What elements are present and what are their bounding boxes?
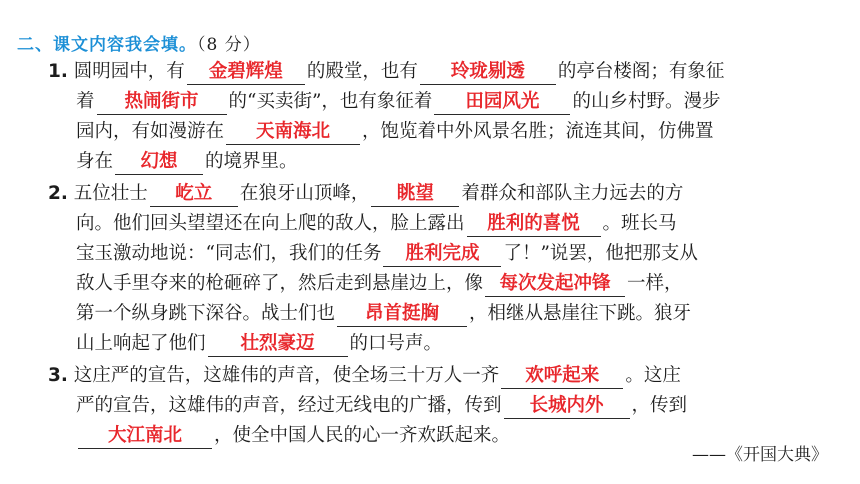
q1-text: 的境界里。	[205, 151, 298, 172]
q1-line-1	[48, 58, 724, 86]
q2-text: 的口号声。	[349, 333, 443, 354]
q2-text: 五位壮士	[73, 183, 148, 204]
q2-answer-blank[interactable]: 每次发起冲锋	[485, 272, 625, 297]
section-score: （8 分）	[197, 35, 261, 55]
q2-text: 在狼牙山顶峰，	[239, 183, 370, 204]
q2-line-4	[76, 270, 683, 298]
q2-text: 。班长马	[602, 213, 677, 234]
q2-text: 第一个纵身跳下深谷。战士们也	[76, 303, 336, 324]
q2-text: ，相继从悬崖往下跳。狼牙	[469, 303, 692, 324]
q3-text: ，传到	[631, 395, 688, 416]
q2-text: 着群众和部队主力远去的方	[461, 183, 684, 204]
q2-text: 一样，	[627, 273, 683, 294]
q3-number: 3.	[48, 365, 68, 386]
q1-answer-blank[interactable]: 玲珑剔透	[420, 60, 556, 85]
q1-answer-blank[interactable]: 热闹街市	[97, 90, 227, 115]
q1-answer-blank[interactable]: 金碧辉煌	[187, 60, 305, 85]
q1-answer-blank[interactable]: 田园风光	[434, 90, 570, 115]
q2-text: 向。他们回头望望还在向上爬的敌人，脸上露出	[76, 213, 465, 234]
q1-answer-blank[interactable]: 幻想	[115, 150, 203, 175]
source-citation: ——《开国大典》	[692, 445, 828, 465]
q2-text: 敌人手里夺来的枪砸碎了，然后走到悬崖边上，像	[76, 273, 484, 294]
q1-text: 的殿堂，也有	[306, 61, 418, 82]
q1-text: ，饱览着中外风景名胜；流连其间，仿佛置	[362, 121, 714, 142]
q2-text: 了！”说罢，他把那支从	[503, 243, 698, 264]
q3-line-2	[76, 392, 687, 420]
q1-line-2	[76, 88, 720, 116]
q1-answer-blank[interactable]: 天南海北	[226, 120, 360, 145]
section-heading	[17, 30, 261, 55]
q3-text: 这庄严的宣告，这雄伟的声音，使全场三十万人一齐	[73, 365, 500, 386]
q2-answer-blank[interactable]: 胜利完成	[383, 242, 501, 267]
section-title: 二、课文内容我会填。	[17, 35, 197, 55]
q1-line-3	[76, 118, 714, 146]
q3-line-1	[48, 362, 681, 390]
q2-answer-blank[interactable]: 屹立	[150, 182, 238, 207]
q1-text: 的“买卖街”，也有象征着	[228, 91, 433, 112]
q3-text: 。这庄	[625, 365, 681, 386]
q3-text: 严的宣告，这雄伟的声音，经过无线电的广播，传到	[76, 395, 502, 416]
q2-line-6	[76, 330, 442, 358]
q3-answer-blank[interactable]: 大江南北	[78, 424, 212, 449]
q3-line-3	[76, 422, 510, 450]
q2-answer-blank[interactable]: 壮烈豪迈	[208, 332, 348, 357]
q2-number: 2.	[48, 183, 68, 204]
q3-text: ，使全中国人民的心一齐欢跃起来。	[214, 425, 511, 446]
q2-line-2	[76, 210, 677, 238]
q2-line-1	[48, 180, 683, 208]
q2-line-3	[76, 240, 698, 268]
q2-line-5	[76, 300, 691, 328]
q3-answer-blank[interactable]: 长城内外	[504, 394, 630, 419]
q2-answer-blank[interactable]: 昂首挺胸	[337, 302, 467, 327]
q2-text: 宝玉激动地说：“同志们，我们的任务	[76, 243, 382, 264]
q3-answer-blank[interactable]: 欢呼起来	[501, 364, 623, 389]
q2-text: 山上响起了他们	[76, 333, 206, 354]
q1-text: 圆明园中，有	[73, 61, 185, 82]
q2-answer-blank[interactable]: 眺望	[371, 182, 459, 207]
q1-text: 园内，有如漫游在	[76, 121, 225, 142]
q1-number: 1.	[48, 61, 68, 82]
q1-text: 的亭台楼阁；有象征	[557, 61, 725, 82]
q1-line-4	[76, 148, 298, 176]
q2-answer-blank[interactable]: 胜利的喜悦	[467, 212, 601, 237]
q1-text: 身在	[76, 151, 114, 172]
q1-text: 着	[76, 91, 95, 112]
q1-text: 的山乡村野。漫步	[572, 91, 721, 112]
